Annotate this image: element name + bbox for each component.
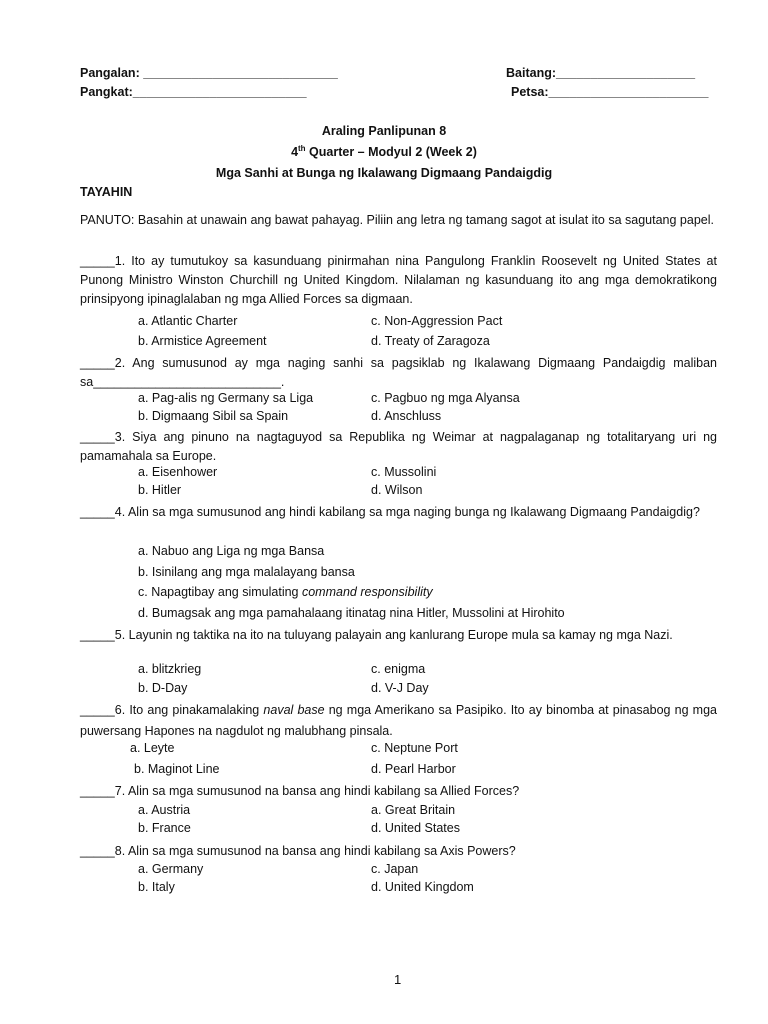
- instructions: PANUTO: Basahin at unawain ang bawat pahayag. Piliin ang letra ng tamang sagot at isulat ito sa sagutang papel.: [80, 213, 714, 227]
- q3-option-c: c. Mussolini: [371, 465, 437, 479]
- q4-option-c: c. Napagtibay ang simulating command responsibility: [138, 585, 433, 599]
- q1-option-c: c. Non-Aggression Pact: [371, 314, 503, 328]
- q8-option-b: b. Italy: [138, 880, 175, 894]
- question-2: _____2. Ang sumusunod ay mga naging sanhi sa pagsiklab ng Ikalawang Digmaang Pandaigdig maliban sa___________________________.: [80, 356, 717, 389]
- question-8: _____8. Alin sa mga sumusunod na bansa ang hindi kabilang sa Axis Powers?: [80, 844, 516, 858]
- q6-option-c: c. Neptune Port: [371, 741, 458, 755]
- q4-option-d: d. Bumagsak ang mga pamahalaang itinatag nina Hitler, Mussolini at Hirohito: [138, 606, 565, 620]
- q6-option-d: d. Pearl Harbor: [371, 762, 456, 776]
- question-7: _____7. Alin sa mga sumusunod na bansa ang hindi kabilang sa Allied Forces?: [80, 784, 520, 798]
- question-3: _____3. Siya ang pinuno na nagtaguyod sa Republika ng Weimar at nagpalaganap ng totalitaryang uri ng pamamahala sa Europe.: [80, 430, 717, 463]
- section-heading: TAYAHIN: [80, 185, 133, 199]
- section-field: Pangkat:_________________________: [80, 85, 307, 99]
- question-1: _____1. Ito ay tumutukoy sa kasunduang pinirmahan nina Pangulong Franklin Roosevelt ng United States at Punong Ministro Winston Churchill ng United Kingdom. Nilalaman ng kasunduang ito ang mga demokratikong prinsipyong ipinaglalaban ng mga Allied Forces sa digmaan.: [80, 254, 717, 306]
- q8-option-d: d. United Kingdom: [371, 880, 474, 894]
- q1-option-a: a. Atlantic Charter: [138, 314, 238, 328]
- q7-option-c: a. Great Britain: [371, 803, 456, 817]
- subject-title: Araling Panlipunan 8: [321, 124, 447, 138]
- name-field: Pangalan: ____________________________: [80, 66, 338, 80]
- q2-option-d: d. Anschluss: [371, 409, 442, 423]
- q3-option-a: a. Eisenhower: [138, 465, 218, 479]
- q7-option-b: b. France: [138, 821, 191, 835]
- q4-option-b: b. Isinilang ang mga malalayang bansa: [138, 565, 355, 579]
- q5-option-d: d. V-J Day: [371, 681, 429, 695]
- q3-option-b: b. Hitler: [138, 483, 182, 497]
- q2-option-b: b. Digmaang Sibil sa Spain: [138, 409, 289, 423]
- q3-option-d: d. Wilson: [371, 483, 423, 497]
- question-6: _____6. Ito ang pinakamalaking naval base ng mga Amerikano sa Pasipiko. Ito ay binomba at pinasabog ng mga puwersang Hapones na nagdulot ng malubhang pinsala.: [80, 703, 717, 738]
- module-topic: Mga Sanhi at Bunga ng Ikalawang Digmaang Pandaigdig: [215, 166, 553, 180]
- q7-option-a: a. Austria: [138, 803, 191, 817]
- date-field: Petsa:_______________________: [511, 85, 709, 99]
- q2-option-c: c. Pagbuo ng mga Alyansa: [371, 391, 520, 405]
- q6-option-a: a. Leyte: [130, 741, 175, 755]
- q7-option-d: d. United States: [371, 821, 460, 835]
- question-5: _____5. Layunin ng taktika na ito na tuluyang palayain ang kanlurang Europe mula sa kamay ng mga Nazi.: [80, 628, 673, 642]
- q6-option-b: b. Maginot Line: [134, 762, 220, 776]
- q5-option-a: a. blitzkrieg: [138, 662, 202, 676]
- q8-option-a: a. Germany: [138, 862, 204, 876]
- q2-option-a: a. Pag-alis ng Germany sa Liga: [138, 391, 314, 405]
- q5-option-c: c. enigma: [371, 662, 426, 676]
- grade-field: Baitang:____________________: [506, 66, 696, 80]
- q8-option-c: c. Japan: [371, 862, 419, 876]
- q1-option-b: b. Armistice Agreement: [138, 334, 267, 348]
- quarter-title: 4th Quarter – Modyul 2 (Week 2): [291, 144, 477, 159]
- q1-option-d: d. Treaty of Zaragoza: [371, 334, 490, 348]
- q5-option-b: b. D-Day: [138, 681, 188, 695]
- question-4: _____4. Alin sa mga sumusunod ang hindi kabilang sa mga naging bunga ng Ikalawang Digmaang Pandaigdig?: [80, 505, 700, 519]
- q4-option-a: a. Nabuo ang Liga ng mga Bansa: [138, 544, 325, 558]
- page-number: 1: [394, 972, 402, 987]
